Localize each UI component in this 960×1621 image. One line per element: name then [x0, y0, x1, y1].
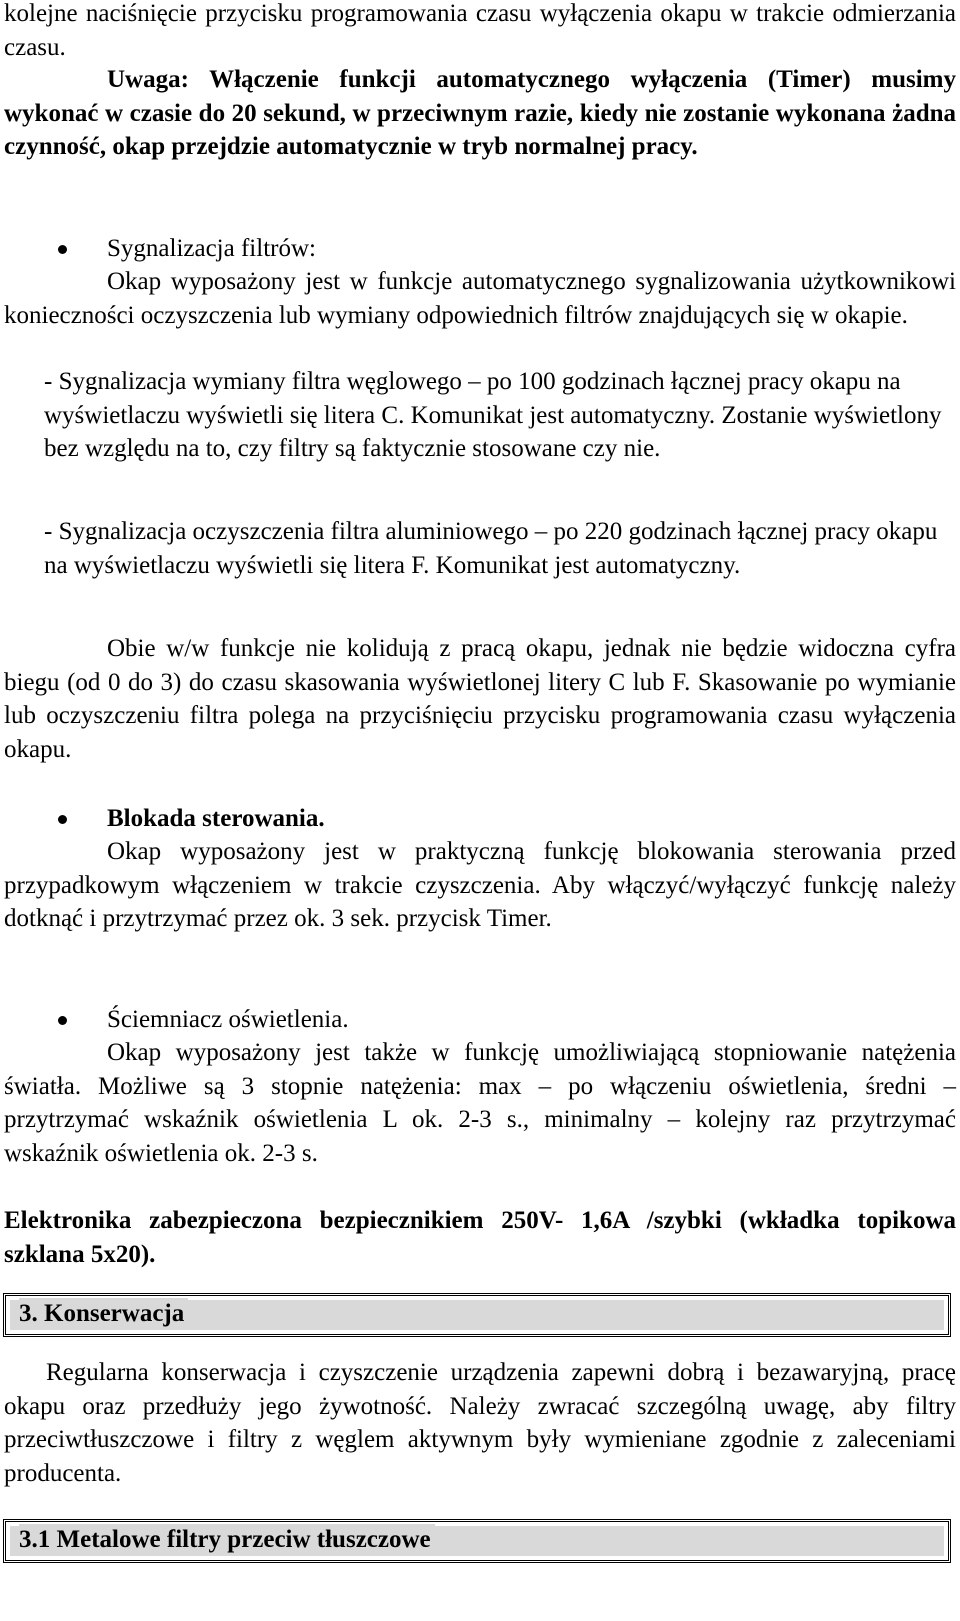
section-3-heading: 3. Konserwacja [19, 1298, 188, 1330]
filters-aluminium: - Sygnalizacja oczyszczenia filtra aluminiowego – po 220 godzinach łącznej pracy okapu na wyświetlaczu wyświetli się litera F. Komunikat jest automatyczny. [44, 518, 938, 579]
section-3-body [4, 1356, 956, 1490]
lock-body-text: Okap wyposażony jest w praktyczną funkcję blokowania sterowania przed przypadkowym włączeniem w trakcie czyszczenia. Aby włączyć/wyłączyć funkcję należy dotknąć i przytrzymać przez ok. 3 sek. przycisk Timer. [4, 838, 956, 932]
filters-body-text: Okap wyposażony jest w funkcje automatycznego sygnalizowania użytkownikowi konieczności oczyszczenia lub wymiany odpowiednich filtrów znajdujących się w okapie. [4, 268, 956, 329]
timer-note-text: Uwaga: Włączenie funkcji automatycznego wyłączenia (Timer) musimy wykonać w czasie do 20 sekund, w przeciwnym razie, kiedy nie zostanie wykonana żadna czynność, okap przejdzie automatycznie w tryb normalnej pracy. [4, 66, 956, 160]
section-3-1-heading-box [3, 1519, 951, 1563]
bullet-filters [0, 232, 960, 266]
section-3-heading-box [3, 1293, 951, 1337]
section-3-body-text: Regularna konserwacja i czyszczenie urządzenia zapewni dobrą i bezawaryjną, pracę okapu oraz przedłuży jego żywotność. Należy zwracać szczególną uwagę, aby filtry przeciwtłuszczowe i filtry z węglem aktywnym były wymieniane zgodnie z zaleceniami producenta. [4, 1359, 956, 1487]
filters-carbon: - Sygnalizacja wymiany filtra węglowego – po 100 godzinach łącznej pracy okapu na wyświetlaczu wyświetli się litera C. Komunikat jest automatyczny. Zostanie wyświetlony bez względu na to, czy filtry są faktycznie stosowane czy nie. [44, 368, 942, 462]
bullet-dimmer [0, 1003, 960, 1037]
filters-note-text: Obie w/w funkcje nie kolidują z pracą okapu, jednak nie będzie widoczna cyfra biegu (od 0 do 3) do czasu skasowania wyświetlonej litery C lub F. Skasowanie po wymianie lub oczyszczeniu filtra polega na przyciśnięciu przycisku programowania czasu wyłączenia okapu. [4, 635, 956, 763]
filters-body [4, 265, 956, 332]
dimmer-body-text: Okap wyposażony jest także w funkcję umożliwiającą stopniowanie natężenia światła. Możliwe są 3 stopnie natężenia: max – po włączeniu oświetlenia, średni – przytrzymać wskaźnik oświetlenia L ok. 2-3 s., minimalny – kolejny raz przytrzymać wskaźnik oświetlenia ok. 2-3 s. [4, 1039, 956, 1167]
dimmer-title: Ściemniacz oświetlenia. [107, 1006, 349, 1033]
paragraph-timer-note [4, 63, 956, 164]
bullet-lock [0, 802, 960, 836]
filters-note [4, 632, 956, 766]
section-3-1-heading: 3.1 Metalowe filtry przeciw tłuszczowe [19, 1524, 435, 1556]
filters-title: Sygnalizacja filtrów: [107, 235, 316, 262]
bullet-dot-icon [58, 815, 67, 824]
fuse-note: Elektronika zabezpieczona bezpiecznikiem 250V- 1,6A /szybki (wkładka topikowa szklana 5x20). [4, 1207, 956, 1268]
dimmer-body [4, 1036, 956, 1170]
lock-title: Blokada sterowania. [107, 805, 325, 832]
bullet-dot-icon [58, 1016, 67, 1025]
bullet-dot-icon [58, 245, 67, 254]
paragraph-intro: kolejne naciśnięcie przycisku programowania czasu wyłączenia okapu w trakcie odmierzania czasu. [4, 0, 956, 61]
lock-body [4, 835, 956, 936]
